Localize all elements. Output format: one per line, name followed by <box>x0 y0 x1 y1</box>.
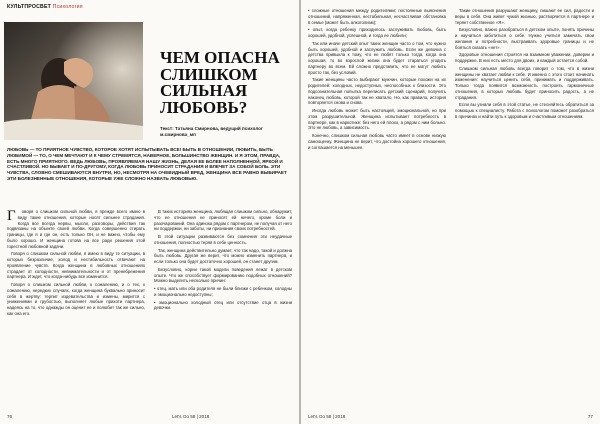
section-header <box>7 4 83 10</box>
magazine-name-left: Let's Go 58 | 2018 <box>172 414 210 419</box>
left-column-2 <box>154 209 292 407</box>
article-credit: Текст: Татьяна Смирнова, ведущий психолог м.смирнова_мп <box>160 126 263 137</box>
dropcap: Г <box>7 209 16 224</box>
list-item: • сложные отношения между родителями; постоянные выяснения отношений, напряженная, нестабильная, несчастливая обстановка в семье (может быть алкоголизм); <box>308 8 446 25</box>
list-item: • опыт, когда ребенку приходилось заслуживать любовь, быть хорошей, удобной, успешной, и тогда ее любили; <box>308 27 446 38</box>
right-column-2 <box>455 8 594 408</box>
right-page <box>301 0 600 424</box>
couple-photo-illustration <box>4 22 143 140</box>
paragraph: Так или иначе детский опыт таких женщин часто о том, что нужно быть хорошей, удобной и заслужить любовь. Если же девочка с детства привыкла к тому, что ее любят только тогда, когда она хорошая, то во взрослой жизни она будет стараться угодить партнеру во всем. Ей сложно представить, что ее могут любить просто так, без условий. <box>308 40 446 75</box>
right-column-1 <box>308 8 446 408</box>
page-number-right: 77 <box>587 414 593 419</box>
paragraph: Так, женщина действительно думает, что так надо, такой и должна быть любовь. Другая же верит, что можно изменить партнера, и если только она будет достаточно хорошей, он станет другим. <box>154 247 292 264</box>
paragraph: оворя о слишком сильной любви, я прежде всего имею в виду такие отношения, которые носят сильнее страдания. Когда все всегда нервы, мысли, разговоры, действия так подвязаны на объекте своей любви. Когда совершенно стирать границы, где я и где он, есть только ОН, и не важно, чтобы ему было хорошо. И женщина готова на все ради решения этой горестной любовной задачи. <box>7 209 145 249</box>
left-page <box>0 0 299 424</box>
paragraph: Такие женщины часто выбирают мужчин, которые похожи на их родителей: холодных, недоступных, неспособных к близости. Это подсознательная попытка переписать детский сценарий, получить наконец любовь, которой так не хватало. Но, как правило, история повторяется снова и снова. <box>308 77 446 106</box>
paragraph: Такие отношения разрушают женщину, лишают ее сил, радости и веры в себя. Она живет чужой жизнью, растворяется в партнере и теряет собственное «Я». <box>455 8 594 25</box>
paragraph: В этой ситуации развиваются без сомнения эти неудачные отношения, полностью теряя в себе ценность. <box>154 234 292 245</box>
paragraph: В таких историях женщина, любящая слишком сильно, обнаружит, что ее отношения не приносят ей ничего, кроме боли и разочарований. Она одинока рядом с партнером, не получая от него ни поддержки, ни заботы, ни признания своих потребностей. <box>154 209 292 232</box>
paragraph: Конечно, слишком сильная любовь часто имеет в основе низкую самооценку. Женщина не верит, что достойна хорошего отношения, и соглашается на меньшее. <box>308 133 446 150</box>
paragraph: Говоря о слишком сильной любви, я имею в виду те ситуации, в которых безразличие, холод и нестабильность отвечают на проявление чувств. Когда женщина в любовных отношениях страдает от холодности, невнимательности и от пренебрежения партнера. И ждет, что когда-нибудь все изменится. <box>7 251 145 280</box>
article-lead: ЛЮБОВЬ — ТО ПРИЯТНОЕ ЧУВСТВО, КОТОРОЕ ХОТЯТ ИСПЫТЫВАТЬ ВСЕ! БЫТЬ В ОТНОШЕНИИ, ЛЮБИТЬ, БЫТЬ ЛЮБИМОЙ — ТО, О ЧЕМ МЕЧТАЮТ И К ЧЕМУ СТРЕМЯТСЯ, НАВЕРНОЕ, БОЛЬШИНСТВО ЖЕНЩИН. И Я ЭТОМ, ПРАВДА, ЕСТЬ МНОГО ПРИЯТНОГО. ВЕДЬ ЛЮБОВЬ, ПРОЯВЛЯЕМАЯ НАШУ ЖИЗНЬ, ДЕЛАЯ ЕЕ БОЛЕЕ НАПОЛНЕННОЙ, ЯРКОЙ И СЧАСТЛИВОЙ. НО БЫВАЕТ И ПО-ДРУГОМУ, КОГДА ЛЮБОВЬ ПРИНОСИТ СТРАДАНИЯ И ВЛЕЧЕТ ЗА СОБОЙ БОЛЬ. ЭТИ ЧУВСТВА, СЛОВНО СМЕШИВАЮТСЯ ВНУТРИ, НО, НЕСМОТРЯ НА ОЧЕВИДНЫЙ ВРЕД, ЖЕНЩИНА ВСЕ РАВНО ВЫБИРАЕТ ЭТИ БОЛЕЗНЕННЫЕ ОТНОШЕНИЯ, КОТОРЫЕ УЖЕ СЛОЖНО НАЗВАТЬ ЛЮБОВЬЮ. <box>7 147 287 181</box>
article-title: ЧЕМ ОПАСНА СЛИШКОМ СИЛЬНАЯ ЛЮБОВЬ? <box>160 48 280 117</box>
paragraph: Иногда любовь может быть настоящей, эмоциональной, но при этом разрушительной. Женщина испытывает потребность в партнере, как в наркотике: без него ей плохо, а рядом с ним больно. Это не любовь, а зависимость. <box>308 108 446 131</box>
paragraph: Безусловно, важно разобраться в детском опыте, понять причины и научиться заботиться о себе. Нужно учиться замечать свои желания и потребности, выстраивать здоровые границы и не бояться сказать «нет». <box>455 27 594 50</box>
paragraph: Если вы узнали себя в этой статье, не стесняйтесь обратиться за помощью к специалисту. Работа с психологом поможет разобраться в причинах и найти путь к здоровым и счастливым отношениям. <box>455 102 594 119</box>
brand-label: КУЛЬТПРОСВЕТ <box>7 4 52 10</box>
paragraph: Говоря о слишком сильной любви, к сожалению, и о тех, к сожалению, нередких случаях, когда женщина буквально приносит себя в жертву: терпит издевательства и измены, мирится с унижениями и грубостью, выполняет любые прихоти партнера, надеясь на то, что однажды он оценит ее и полюбит так же сильно, как она его. <box>7 282 145 316</box>
list-item: • эмоционально холодный отец или отсутствие отца в жизни девочки. <box>154 299 292 311</box>
list-item: • отец, мать или оба родителя не были близки с ребенком, холодны и эмоционально недоступны; <box>154 286 292 297</box>
paragraph: Безусловно, корни такой модели поведения лежат в детском опыте. Что же способствует формированию подобных отношений? Можно выделить несколько причин: <box>154 266 292 284</box>
article-photo <box>4 22 143 140</box>
paragraph: Здоровые отношения строятся на взаимном уважении, доверии и поддержке. В них есть место для двоих, и каждый остается собой. <box>455 52 594 63</box>
section-label: Психология <box>52 4 83 10</box>
left-column-1 <box>7 209 145 407</box>
page-number-left: 76 <box>7 414 13 419</box>
paragraph: Слишком сильная любовь всегда говорит о том, что в жизни женщины не хватает любви к себе. И именно с этого стоит начинать изменения: научиться ценить себя, принимать и поддерживать. Только тогда появится возможность построить гармоничные отношения, в которых любовь будет приносить радость, а не страдания. <box>455 65 594 100</box>
magazine-name-right: Let's Go 58 | 2018 <box>308 414 346 419</box>
